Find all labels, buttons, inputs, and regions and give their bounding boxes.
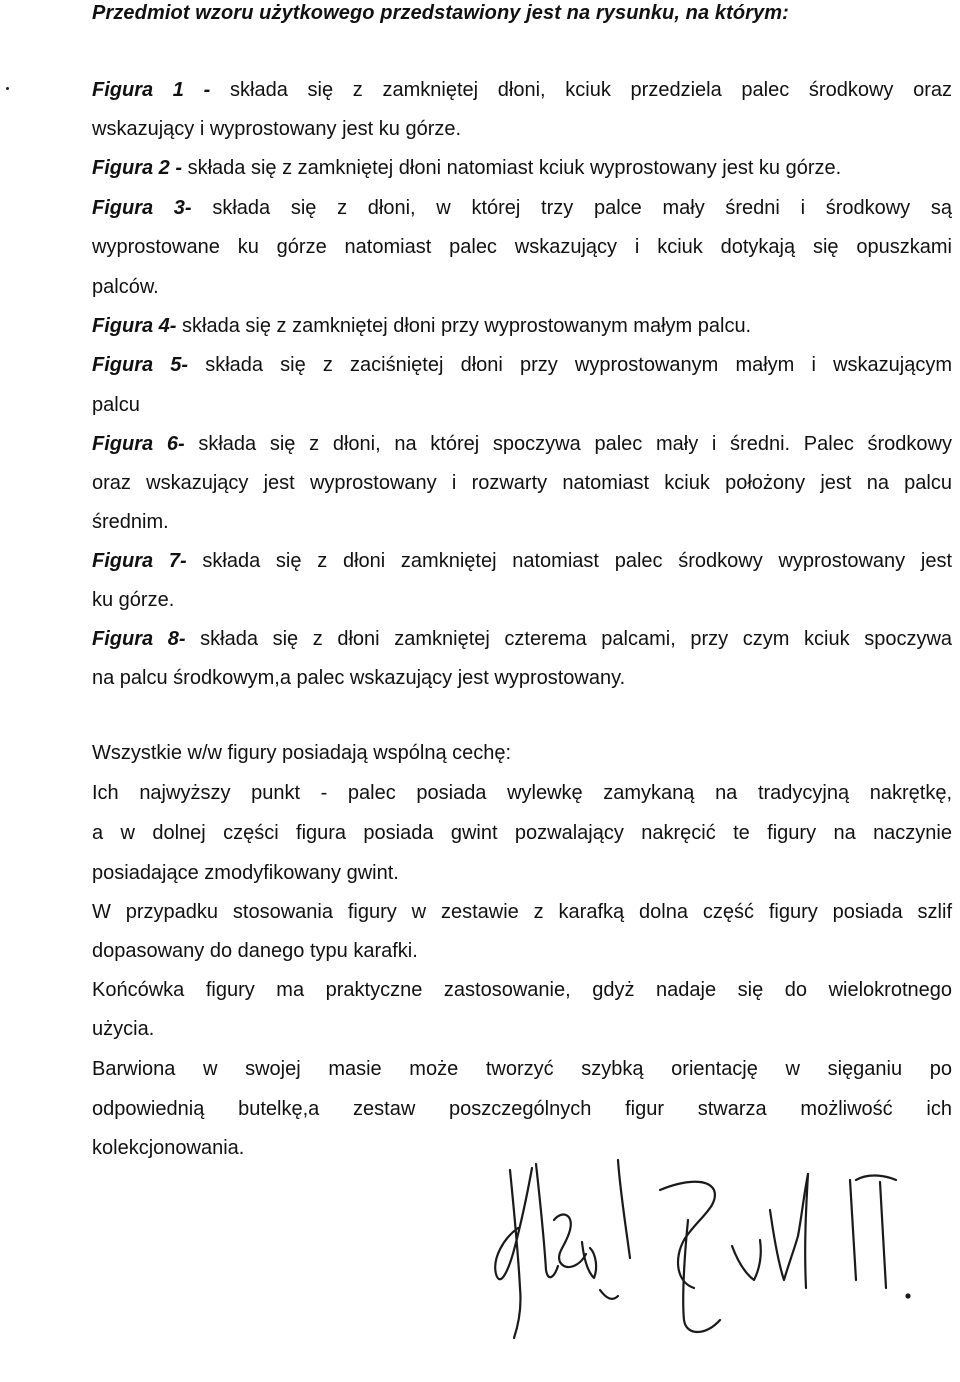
- figure-6-label: Figura 6-: [92, 433, 185, 455]
- figure-3-line-3: palców.: [92, 276, 159, 298]
- figure-2-line-1: [92, 156, 841, 180]
- figure-7-line-2: ku górze.: [92, 589, 175, 611]
- common-p1-line-1: Ich najwyższy punkt - palec posiada wylewkę zamykaną na tradycyjną nakrętkę,: [92, 782, 952, 804]
- figure-1-line-1: [92, 78, 952, 102]
- figure-4-text: składa się z zamkniętej dłoni przy wyprostowanym małym palcu.: [182, 315, 752, 337]
- figure-8-text: składa się z dłoni zamkniętej czterema palcami, przy czym kciuk spoczywa: [200, 628, 953, 650]
- figure-2-label: Figura 2 -: [92, 157, 183, 179]
- common-p3-line-2: użycia.: [92, 1018, 155, 1040]
- document-heading: Przedmiot wzoru użytkowego przedstawiony jest na rysunku, na którym:: [92, 2, 789, 24]
- common-p4-line-2: odpowiednią butelkę,a zestaw poszczególnych figur stwarza możliwość ich: [92, 1098, 952, 1120]
- figure-3-label: Figura 3-: [92, 197, 192, 219]
- figure-8-line-2: na palcu środkowym,a palec wskazujący jest wyprostowany.: [92, 667, 626, 689]
- figure-4-line-1: [92, 314, 751, 338]
- figure-3-line-1: [92, 196, 952, 220]
- scan-speck: [6, 87, 9, 90]
- figure-1-label: Figura 1 -: [92, 79, 211, 101]
- figure-3-text: składa się z dłoni, w której trzy palce mały średni i środkowy są: [212, 197, 953, 219]
- figure-5-line-1: [92, 353, 952, 377]
- figure-7-text: składa się z dłoni zamkniętej natomiast palec środkowy wyprostowany jest: [202, 550, 953, 572]
- figure-6-text: składa się z dłoni, na której spoczywa palec mały i średni. Palec środkowy: [198, 433, 952, 455]
- figure-1-line-2: wskazujący i wyprostowany jest ku górze.: [92, 118, 462, 140]
- figure-6-line-1: [92, 432, 952, 456]
- common-p2-line-1: W przypadku stosowania figury w zestawie z karafką dolna część figury posiada szlif: [92, 901, 952, 923]
- figure-6-line-3: średnim.: [92, 511, 169, 533]
- figure-8-line-1: [92, 627, 952, 651]
- common-p2-line-2: dopasowany do danego typu karafki.: [92, 940, 418, 962]
- handwritten-signature: [470, 1150, 930, 1350]
- common-p1-line-3: posiadające zmodyfikowany gwint.: [92, 862, 399, 884]
- figure-1-text: składa się z zamkniętej dłoni, kciuk przedziela palec środkowy oraz: [230, 79, 952, 101]
- figure-7-line-1: [92, 549, 952, 573]
- figure-6-line-2: oraz wskazujący jest wyprostowany i rozwarty natomiast kciuk położony jest na palcu: [92, 472, 952, 494]
- figure-5-text: składa się z zaciśniętej dłoni przy wyprostowanym małym i wskazującym: [205, 354, 953, 376]
- common-intro: Wszystkie w/w figury posiadają wspólną cechę:: [92, 742, 512, 764]
- figure-3-line-2: wyprostowane ku górze natomiast palec wskazujący i kciuk dotykają się opuszkami: [92, 236, 952, 258]
- figure-2-text: składa się z zamkniętej dłoni natomiast kciuk wyprostowany jest ku górze.: [187, 157, 842, 179]
- figure-7-label: Figura 7-: [92, 550, 187, 572]
- common-p1-line-2: a w dolnej części figura posiada gwint pozwalający nakręcić te figury na naczynie: [92, 822, 952, 844]
- figure-5-line-2: palcu: [92, 394, 140, 416]
- common-p3-line-1: Końcówka figury ma praktyczne zastosowanie, gdyż nadaje się do wielokrotnego: [92, 979, 952, 1001]
- common-p4-line-3: kolekcjonowania.: [92, 1137, 245, 1159]
- figure-5-label: Figura 5-: [92, 354, 189, 376]
- figure-8-label: Figura 8-: [92, 628, 186, 650]
- common-p4-line-1: Barwiona w swojej masie może tworzyć szybką orientację w sięganiu po: [92, 1058, 952, 1080]
- figure-4-label: Figura 4-: [92, 315, 177, 337]
